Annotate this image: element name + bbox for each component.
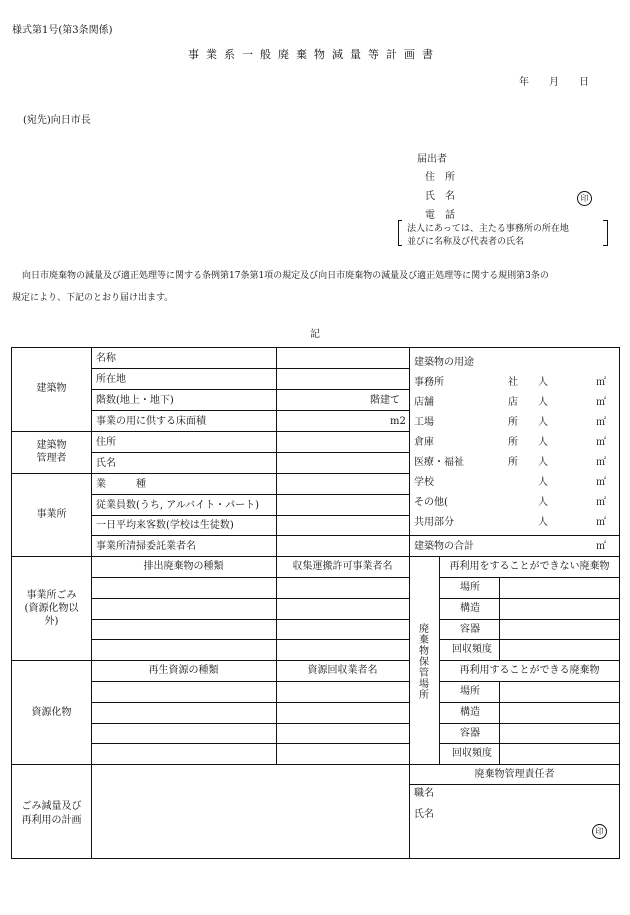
section-manager-line-1: 建築物: [36, 440, 67, 451]
usage-label: 工場: [414, 417, 434, 428]
responsible-name-label: 氏名: [414, 809, 434, 820]
storage-place-label: 場所: [460, 686, 480, 697]
section-plan-line-2: 再利用の計画: [21, 815, 82, 826]
section-building: 建築物: [36, 383, 67, 394]
recycle-type-header: 再生資源の種類: [148, 665, 219, 676]
employees-label: 従業員数(うち, アルバイト・パート): [96, 500, 260, 511]
usage-people-unit: 人: [538, 437, 548, 448]
usage-people-unit: 人: [538, 497, 548, 508]
recyclable-header: 再利用することができる廃棄物: [459, 665, 600, 676]
section-office: 事業所: [36, 509, 67, 520]
storage-container-label: 容器: [460, 624, 480, 635]
usage-area-unit: ㎡: [596, 517, 606, 528]
usage-area-unit: ㎡: [596, 437, 606, 448]
usage-label: 事務所: [414, 377, 444, 388]
industry-label: 業 種: [96, 479, 146, 490]
note-line-1: 法人にあっては、主たる事務所の所在地: [407, 224, 569, 234]
building-floors-label: 階数(地上・地下): [96, 395, 174, 406]
usage-area-unit: ㎡: [596, 397, 606, 408]
addressee: (宛先)向日市長: [23, 115, 91, 126]
nonrecyclable-header: 再利用をすることができない廃棄物: [449, 561, 610, 572]
waste-collector-header: 収集運搬許可事業者名: [292, 561, 393, 572]
date-day-label: 日: [579, 77, 589, 88]
recycle-collector-header: 資源回収業者名: [307, 665, 378, 676]
section-plan-line-1: ごみ減量及び: [21, 801, 82, 812]
phone-label: 電 話: [425, 210, 455, 221]
storage-structure-label: 構造: [460, 707, 480, 718]
building-location-label: 所在地: [96, 374, 126, 385]
seal-icon: 印: [577, 191, 592, 206]
usage-label: 共用部分: [414, 517, 454, 528]
storage-structure-label: 構造: [460, 603, 480, 614]
floors-unit: 階建て: [370, 395, 400, 406]
ki-label: 記: [310, 329, 320, 340]
manager-address-label: 住所: [96, 437, 116, 448]
note-line-2: 並びに名称及び代表者の氏名: [407, 237, 525, 247]
manager-name-label: 氏名: [96, 458, 116, 469]
name-label: 氏 名: [425, 191, 455, 202]
cleaning-contractor-label: 事業所清掃委託業者名: [96, 541, 196, 552]
section-manager-line-2: 管理者: [36, 453, 67, 464]
usage-people-unit: 人: [538, 457, 548, 468]
floor-area-unit: m2: [390, 416, 406, 427]
applicant-label: 届出者: [417, 154, 447, 165]
seal-icon: 印: [592, 824, 607, 839]
usage-count-unit: 社: [508, 377, 518, 388]
storage-place-label: 場所: [460, 582, 480, 593]
responsible-seal: [592, 819, 607, 839]
usage-count-unit: 所: [508, 437, 518, 448]
floor-area-label: 事業の用に供する床面積: [96, 416, 206, 427]
body-text-line-1: 向日市廃棄物の減量及び適正処理等に関する条例第17条第1項の規定及び向日市廃棄物の減量及び適正処理等に関する規則第3条の: [22, 271, 549, 281]
usage-people-unit: 人: [538, 477, 548, 488]
body-text-line-2: 規定により、下記のとおり届け出ます。: [12, 293, 174, 303]
usage-area-unit: ㎡: [596, 497, 606, 508]
storage-frequency-label: 回収頻度: [452, 644, 492, 655]
usage-count-unit: 所: [508, 417, 518, 428]
date-month-label: 月: [549, 77, 559, 88]
usage-label: その他(: [414, 497, 448, 508]
usage-people-unit: 人: [538, 377, 548, 388]
usage-label: 店舗: [414, 397, 434, 408]
usage-label: 学校: [414, 477, 434, 488]
plan-form-table: [11, 347, 620, 859]
usage-label: 倉庫: [414, 437, 434, 448]
visitors-label: 一日平均来客数(学校は生徒数): [96, 520, 234, 531]
section-waste-line-1: 事業所ごみ: [26, 590, 77, 601]
usage-label: 医療・福祉: [414, 457, 464, 468]
usage-people-unit: 人: [538, 417, 548, 428]
storage-frequency-label: 回収頻度: [452, 748, 492, 759]
storage-vertical-label: 廃 棄 物 保 管 場 所: [419, 624, 429, 701]
usage-count-unit: 所: [508, 457, 518, 468]
applicant-seal: [577, 186, 592, 206]
form-number: 様式第1号(第3条関係): [12, 25, 113, 36]
date-year-label: 年: [519, 77, 529, 88]
usage-area-unit: ㎡: [596, 417, 606, 428]
usage-total-unit: ㎡: [596, 541, 606, 552]
usage-header: 建築物の用途: [414, 357, 474, 368]
usage-total-label: 建築物の合計: [414, 541, 474, 552]
responsible-header: 廃棄物管理責任者: [474, 769, 555, 780]
usage-area-unit: ㎡: [596, 477, 606, 488]
usage-people-unit: 人: [538, 517, 548, 528]
usage-area-unit: ㎡: [596, 457, 606, 468]
address-label: 住 所: [425, 172, 455, 183]
responsible-title-label: 職名: [414, 788, 434, 799]
waste-type-header: 排出廃棄物の種類: [143, 561, 224, 572]
usage-people-unit: 人: [538, 397, 548, 408]
page-title: 事業系一般廃棄物減量等計画書: [188, 48, 440, 61]
usage-area-unit: ㎡: [596, 377, 606, 388]
section-waste-line-2: (資源化物以: [24, 603, 79, 614]
usage-count-unit: 店: [508, 397, 518, 408]
building-name-label: 名称: [96, 353, 116, 364]
storage-container-label: 容器: [460, 728, 480, 739]
section-recycle: 資源化物: [31, 707, 72, 718]
section-waste-line-3: 外): [44, 616, 59, 627]
